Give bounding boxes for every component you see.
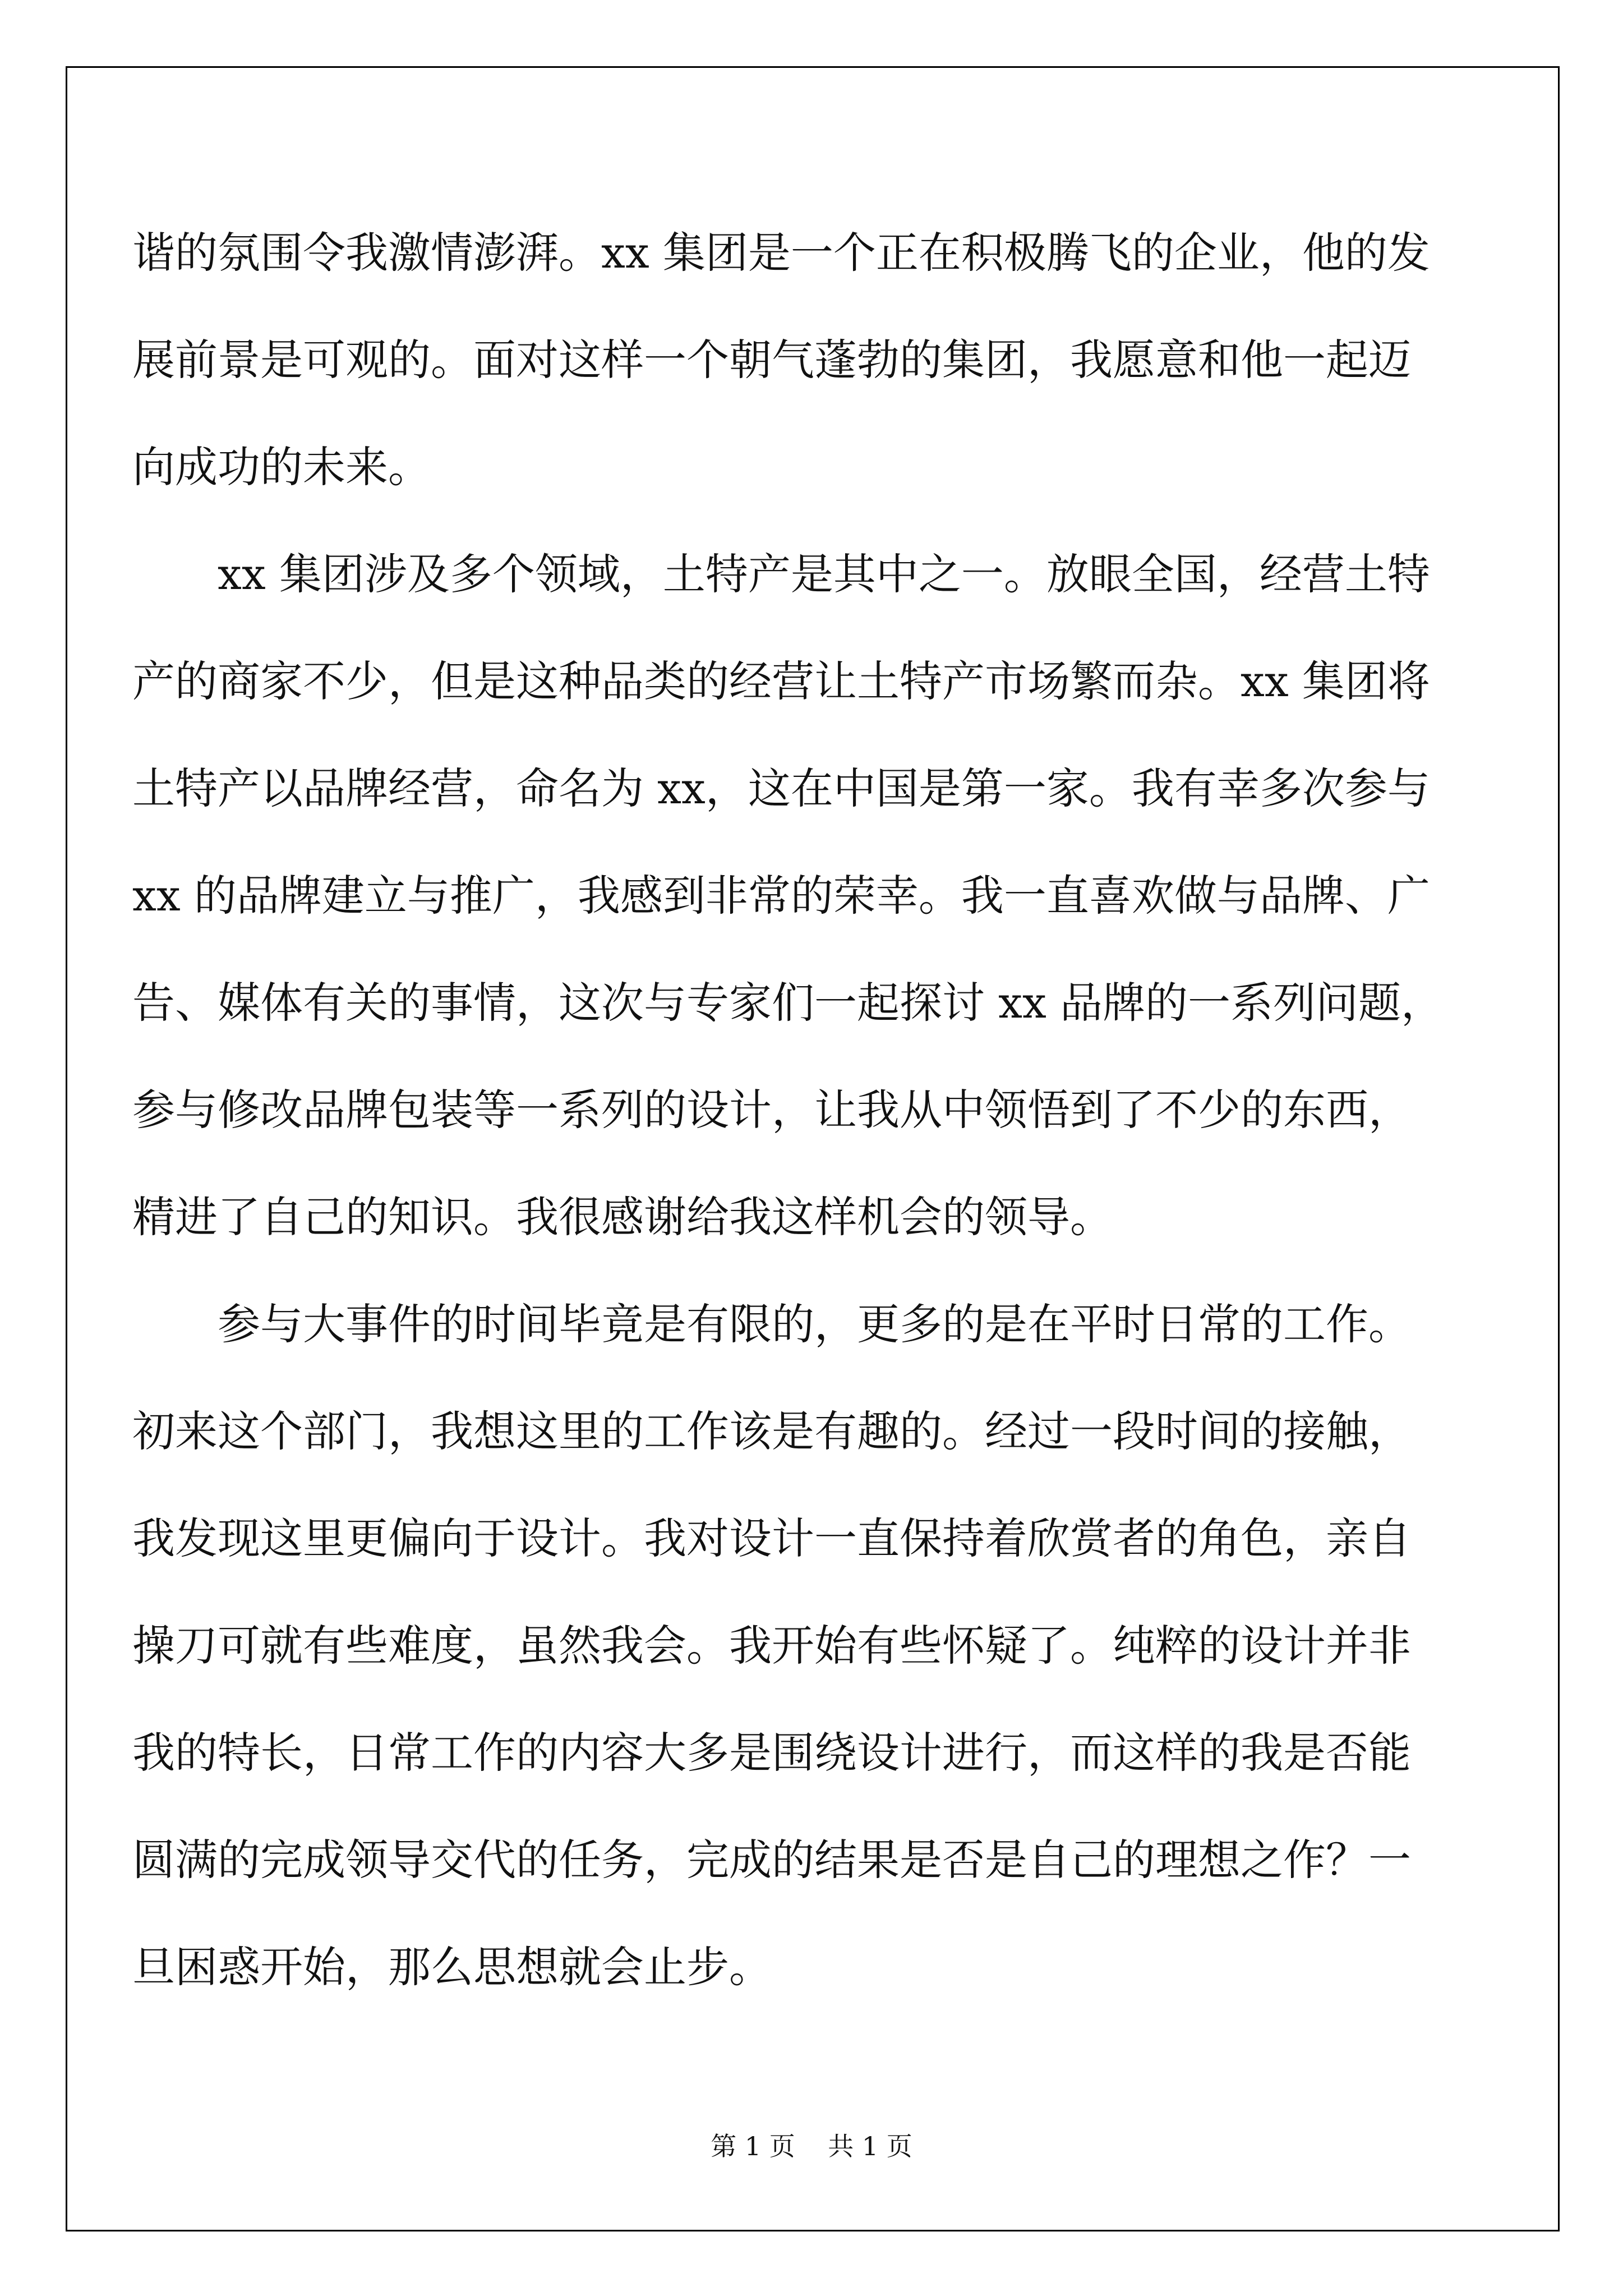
text-line: 我的特长，日常工作的内容大多是围绕设计进行，而这样的我是否能 (132, 1728, 1411, 1778)
text-line: 向成功的未来。 (132, 442, 431, 492)
page-number-footer: 第 1 页 共 1 页 (711, 2131, 912, 2161)
text-line: 圆满的完成领导交代的任务，完成的结果是否是自己的理想之作？一 (132, 1835, 1411, 1885)
text-line: 产的商家不少，但是这种品类的经营让土特产市场繁而杂。xx 集团将 (132, 656, 1430, 706)
text-line: 参与修改品牌包装等一系列的设计，让我从中领悟到了不少的东西， (132, 1085, 1411, 1135)
text-line: 土特产以品牌经营，命名为 xx，这在中国是第一家。我有幸多次参与 (132, 763, 1430, 813)
paragraph (132, 199, 1506, 521)
text-line: 我发现这里更偏向于设计。我对设计一直保持着欣赏者的角色，亲自 (132, 1513, 1411, 1563)
text-line: 精进了自己的知识。我很感谢给我这样机会的领导。 (132, 1192, 1113, 1242)
text-line: 旦困惑开始，那么思想就会止步。 (132, 1942, 772, 1992)
paragraph (132, 1271, 1506, 2021)
text-line: 操刀可就有些难度，虽然我会。我开始有些怀疑了。纯粹的设计并非 (132, 1621, 1411, 1671)
text-line: xx 的品牌建立与推广，我感到非常的荣幸。我一直喜欢做与品牌、广 (132, 871, 1430, 921)
document-body (132, 199, 1506, 2021)
text-line: 参与大事件的时间毕竟是有限的，更多的是在平时日常的工作。 (218, 1299, 1411, 1349)
text-line: xx 集团涉及多个领域，土特产是其中之一。放眼全国，经营土特 (218, 549, 1430, 599)
text-line: 展前景是可观的。面对这样一个朝气蓬勃的集团，我愿意和他一起迈 (132, 335, 1411, 385)
text-line: 初来这个部门，我想这里的工作该是有趣的。经过一段时间的接触， (132, 1406, 1411, 1456)
text-line: 告、媒体有关的事情，这次与专家们一起探讨 xx 品牌的一系列问题， (132, 978, 1444, 1028)
paragraph (132, 521, 1506, 1271)
text-line: 谐的氛围令我激情澎湃。xx 集团是一个正在积极腾飞的企业，他的发 (132, 228, 1430, 278)
